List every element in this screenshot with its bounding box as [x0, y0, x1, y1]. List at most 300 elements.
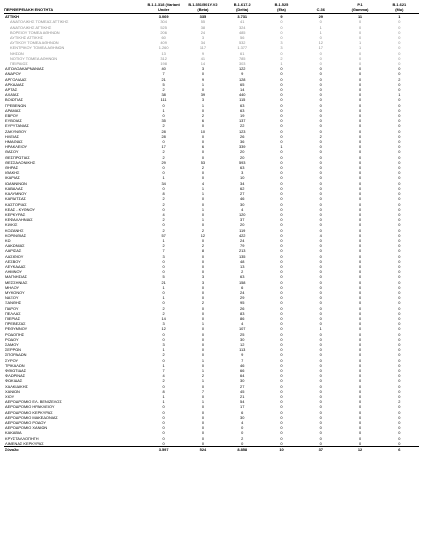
count-cell: 0 [280, 76, 283, 82]
count-cell: 0 [280, 357, 283, 363]
count-cell: 0 [201, 196, 204, 202]
count-cell: 1 [319, 24, 322, 30]
count-cell: 3 [241, 170, 244, 176]
region-name-cell: ΑΕΡΟΔΡΟΜΙΟ ΚΕΡΚΥΡΑΣ [5, 409, 53, 415]
region-name-cell: ΚΟΡΙΝΘΙΑΣ [5, 232, 27, 238]
count-cell: 0 [358, 133, 362, 139]
region-name-cell: ΚΕΡΚΥΡΑΣ [5, 211, 26, 217]
count-cell: 10 [200, 128, 206, 134]
count-cell: 0 [319, 315, 322, 321]
count-cell: 0 [398, 404, 401, 410]
count-cell: 0 [358, 321, 362, 327]
count-cell: 0 [280, 420, 283, 426]
region-name-cell: ΚΑΚΑΒΙΑ [5, 430, 22, 436]
count-cell: 0 [162, 357, 165, 363]
count-cell: 0 [398, 149, 401, 155]
region-name-cell: ΗΡΑΚΛΕΙΟΥ [5, 144, 28, 150]
count-cell: 0 [358, 243, 362, 249]
column-header-variant [380, 3, 419, 14]
region-name-cell: Σύνολο [4, 447, 144, 453]
count-cell: 95 [240, 300, 245, 306]
count-cell: 0 [358, 222, 362, 228]
region-name-cell: ΦΛΩΡΙΝΑΣ [5, 373, 26, 379]
count-cell: 0 [162, 425, 165, 431]
column-header-line2: (Mu) [395, 6, 404, 12]
count-cell: 0 [280, 206, 283, 212]
count-cell: 0 [358, 289, 362, 295]
count-cell: 0 [398, 180, 401, 186]
count-cell: 0 [398, 331, 401, 337]
count-cell: 1 [398, 92, 401, 98]
count-cell: 0 [398, 201, 401, 207]
count-cell: 14 [200, 61, 206, 67]
count-cell: 0 [398, 305, 401, 311]
count-cell: 0 [358, 81, 362, 87]
count-cell: 1 [319, 326, 322, 332]
count-cell: 0 [280, 253, 283, 259]
count-cell: 2 [241, 269, 244, 275]
count-cell: 0 [201, 107, 204, 113]
count-cell: 0 [398, 19, 401, 25]
region-name-cell: ΚΕΝΤΡΙΚΟΥ ΤΟΜΕΑ ΑΘΗΝΩΝ [10, 45, 65, 51]
count-cell: 0 [162, 331, 165, 337]
count-cell: 63 [240, 102, 245, 108]
region-name-cell: ΑΕΡΟΔΡΟΜΙΟ ΗΡΑΚΛΕΙΟΥ [5, 404, 55, 410]
count-cell: 7 [162, 368, 165, 373]
count-cell: 0 [319, 284, 322, 290]
count-cell: 0 [358, 113, 362, 119]
count-cell: 0 [319, 388, 322, 394]
region-name-cell: ΛΕΥΚΑΔΑΣ [5, 263, 26, 269]
count-cell: 7 [162, 248, 165, 254]
count-cell: 1.377 [237, 45, 248, 51]
region-name-cell: ΚΡΥΣΤΑΛΛΟΠΗΓΗ [5, 435, 39, 441]
count-cell: 0 [398, 55, 401, 61]
region-name-cell: ΚΩ [5, 237, 11, 243]
table-body [4, 14, 419, 453]
count-cell: 117 [199, 45, 207, 51]
count-cell: 8.858 [223, 447, 262, 453]
count-cell: 39 [200, 92, 206, 98]
count-cell: 0 [398, 61, 401, 67]
count-cell: 0 [398, 357, 401, 363]
count-cell: 0 [398, 237, 401, 243]
count-cell: 0 [201, 440, 204, 446]
count-cell: 0 [280, 341, 283, 347]
count-cell: 0 [319, 185, 322, 191]
count-cell: 30 [240, 201, 245, 207]
region-name-cell: ΛΙΜΕΝΑΣ ΚΕΡΚΥΡΑΣ [5, 440, 44, 446]
column-header-variant [183, 3, 222, 14]
count-cell: 30 [240, 378, 245, 384]
count-cell: 0 [358, 29, 362, 35]
count-cell: 0 [280, 284, 283, 290]
count-cell: 0 [398, 414, 401, 420]
count-cell: 0 [319, 378, 322, 384]
count-cell: 0 [201, 352, 204, 358]
count-cell: 0 [358, 420, 362, 426]
count-cell: 9 [201, 76, 204, 82]
count-cell: 9 [241, 352, 244, 358]
region-name-cell: ΒΟΡΕΙΟΥ ΤΟΜΕΑ ΑΘΗΝΩΝ [10, 29, 60, 35]
count-cell: 1 [201, 185, 204, 191]
count-cell: 0 [280, 425, 283, 431]
count-cell: 62 [240, 185, 245, 191]
count-cell: 0 [319, 118, 322, 124]
region-name-cell: ΦΩΚΙΔΑΣ [5, 378, 23, 384]
count-cell: 0 [398, 289, 401, 295]
region-name-cell: ΝΑΞΟΥ [5, 295, 19, 301]
count-cell: 1 [358, 40, 362, 46]
count-cell: 0 [358, 274, 362, 280]
count-cell: 0 [201, 175, 204, 181]
count-cell: 0 [358, 76, 362, 82]
count-cell: 335 [199, 14, 207, 20]
region-name-cell: ΦΘΙΩΤΙΔΑΣ [5, 368, 27, 373]
count-cell: 2 [162, 310, 165, 316]
count-cell: 0 [280, 404, 283, 410]
count-cell: 0 [319, 430, 322, 436]
count-cell: 3.069 [158, 14, 169, 20]
count-cell: 0 [398, 440, 401, 446]
count-cell: 3 [201, 274, 204, 280]
count-cell: 0 [358, 362, 362, 368]
count-cell: 0 [319, 50, 322, 56]
count-cell: 0 [319, 425, 322, 431]
count-cell: 0 [280, 269, 283, 275]
count-cell: 8 [162, 388, 165, 394]
count-cell: 0 [358, 196, 362, 202]
count-cell: 304 [160, 19, 167, 25]
count-cell: 0 [201, 383, 204, 389]
count-cell: 0 [319, 113, 322, 119]
region-name-cell: ΞΑΝΘΗΣ [5, 300, 22, 306]
count-cell: 0 [398, 394, 401, 400]
count-cell: 12 [161, 326, 166, 332]
count-cell: 785 [238, 55, 246, 61]
region-name-cell: ΑΡΓΟΛΙΔΑΣ [5, 76, 27, 82]
count-cell: 312 [160, 55, 167, 61]
count-cell: 0 [319, 227, 322, 233]
count-cell: 26 [240, 305, 245, 311]
count-cell: 0 [358, 35, 362, 40]
count-cell: 0 [280, 133, 283, 139]
count-cell: 0 [201, 326, 204, 332]
column-header-line1: ΠΕΡΙΦΕΡΕΙΑΚΗ ΕΝΟΤΗΤΑ [4, 6, 54, 12]
count-cell: 0 [319, 352, 322, 358]
region-name-cell: ΜΗΛΟΥ [5, 284, 20, 290]
count-cell: 0 [280, 289, 283, 295]
region-name-cell: ΧΑΛΚΙΔΙΚΗΣ [5, 383, 28, 389]
region-name-cell: ΛΗΜΝΟΥ [5, 269, 22, 275]
count-cell: 30 [240, 414, 245, 420]
count-cell: 0 [201, 139, 204, 145]
count-cell: 2 [162, 378, 165, 384]
count-cell: 0 [398, 40, 401, 46]
count-cell: 0 [398, 253, 401, 259]
region-name-cell: ΡΕΘΥΜΝΟΥ [5, 326, 28, 332]
region-name-cell: ΑΕΡΟΔΡΟΜΙΟ ΡΟΔΟΥ [5, 420, 46, 426]
count-cell: 61 [240, 50, 245, 56]
count-cell: 0 [398, 420, 401, 426]
count-cell: 0 [398, 321, 401, 327]
count-cell: 0 [398, 170, 401, 176]
count-cell: 0 [280, 211, 283, 217]
count-cell: 6 [241, 409, 244, 415]
count-cell: 0 [280, 388, 283, 394]
count-cell: 0 [319, 274, 322, 280]
count-cell: 2 [319, 133, 322, 139]
count-cell: 0 [280, 149, 283, 155]
region-name-cell: ΚΙΛΚΙΣ [5, 222, 18, 228]
count-cell: 0 [358, 50, 362, 56]
count-cell: 1 [280, 144, 283, 150]
count-cell: 0 [398, 35, 401, 40]
count-cell: 2 [162, 227, 165, 233]
count-cell: 0 [201, 222, 204, 228]
count-cell: 3 [201, 66, 204, 72]
count-cell: 2 [162, 305, 165, 311]
count-cell: 0 [398, 352, 401, 358]
count-cell: 2 [241, 435, 244, 441]
count-cell: 2 [162, 123, 165, 129]
region-name-cell: ΑΝΑΤΟΛΙΚΗΣ ΑΤΤΙΚΗΣ [10, 24, 52, 30]
count-cell: 7 [162, 71, 165, 77]
count-cell: 213 [238, 248, 246, 254]
count-cell: 0 [280, 237, 283, 243]
count-cell: 0 [319, 71, 322, 77]
count-cell: 0 [319, 263, 322, 269]
count-cell: 0 [358, 253, 362, 259]
count-cell: 0 [358, 383, 362, 389]
count-cell: 11 [357, 14, 363, 20]
count-cell: 0 [358, 227, 362, 233]
count-cell: 137 [238, 118, 246, 124]
count-cell: 1 [162, 347, 165, 353]
count-cell: 0 [358, 61, 362, 67]
count-cell: 0 [162, 336, 165, 342]
count-cell: 4 [162, 211, 165, 217]
count-cell: 3 [201, 279, 204, 285]
count-cell: 1 [201, 357, 204, 363]
region-name-cell: ΘΑΣΟΥ [5, 149, 19, 155]
count-cell: 0 [319, 159, 322, 165]
count-cell: 0 [319, 144, 322, 150]
count-cell: 2 [280, 55, 283, 61]
region-name-cell: ΑΕΡΟΔΡΟΜΙΟ ΕΛ. ΒΕΝΙΖΕΛΟΣ [5, 399, 62, 405]
count-cell: 0 [319, 123, 322, 129]
count-cell: 12 [240, 341, 245, 347]
count-cell: 0 [319, 336, 322, 342]
count-cell: 1 [162, 394, 165, 400]
count-cell: 1 [201, 191, 204, 197]
count-cell: 48 [240, 258, 245, 264]
count-cell: 1 [162, 399, 165, 405]
region-name-cell: ΑΙΤΩΛΟΑΚΑΡΝΑΝΙΑΣ [5, 66, 45, 72]
region-name-cell: ΜΕΣΣΗΝΙΑΣ [5, 279, 28, 285]
count-cell: 54 [240, 399, 245, 405]
column-header-variant [223, 3, 262, 14]
count-cell: 0 [162, 170, 165, 176]
count-cell: 1 [319, 29, 322, 35]
count-cell: 2 [162, 196, 165, 202]
count-cell: 0 [358, 201, 362, 207]
column-header-variant [340, 3, 379, 14]
count-cell: 0 [201, 404, 204, 410]
region-name-cell: ΣΑΜΟΥ [5, 341, 19, 347]
count-cell: 17 [161, 144, 166, 150]
count-cell: 0 [280, 394, 283, 400]
count-cell: 0 [201, 253, 204, 259]
region-name-cell: ΑΕΡΟΔΡΟΜΙΟ ΜΑΚΕΔΟΝΙΑΣ [5, 414, 58, 420]
count-cell: 198 [160, 61, 167, 67]
region-name-cell: ΣΕΡΡΩΝ [5, 347, 21, 353]
count-cell: 21 [161, 76, 166, 82]
count-cell: 0 [319, 128, 322, 134]
count-cell: 0 [241, 440, 244, 446]
count-cell: 0 [319, 175, 322, 181]
count-cell: 0 [358, 139, 362, 145]
column-header-line1: B.1.621 [392, 3, 407, 7]
count-cell: 27 [240, 191, 245, 197]
count-cell: 0 [319, 66, 322, 72]
count-cell: 0 [398, 336, 401, 342]
count-cell: 0 [398, 409, 401, 415]
region-name-cell: ΑΕΡΟΔΡΟΜΙΟ ΧΑΝΙΩΝ [5, 425, 48, 431]
count-cell: 0 [358, 165, 362, 171]
count-cell: 0 [319, 55, 322, 61]
count-cell: 0 [280, 118, 283, 124]
count-cell: 0 [162, 206, 165, 212]
count-cell: 0 [280, 435, 283, 441]
count-cell: 0 [358, 440, 362, 446]
count-cell: 1 [201, 206, 204, 212]
count-cell: 0 [162, 383, 165, 389]
count-cell: 6 [241, 284, 244, 290]
count-cell: 8 [162, 191, 165, 197]
count-cell: 0 [358, 180, 362, 186]
table-header-row [4, 3, 419, 14]
count-cell: 83 [240, 310, 245, 316]
count-cell: 1.260 [158, 45, 169, 51]
count-cell: 0 [398, 159, 401, 165]
count-cell: 17 [318, 45, 323, 51]
count-cell: 3 [201, 97, 204, 103]
count-cell: 64 [240, 373, 245, 379]
region-name-cell: ΚΑΒΑΛΑΣ [5, 185, 23, 191]
count-cell: 0 [162, 289, 165, 295]
count-cell: 0 [319, 222, 322, 228]
count-cell: 0 [358, 425, 362, 431]
count-cell: 2 [201, 165, 204, 171]
region-name-cell: ΣΥΡΟΥ [5, 357, 19, 363]
region-name-cell: ΡΟΔΟΥ [5, 336, 19, 342]
count-cell: 0 [358, 123, 362, 129]
count-cell: 0 [319, 165, 322, 171]
column-header-variant [262, 3, 301, 14]
count-cell: 0 [162, 165, 165, 171]
count-cell: 0 [398, 430, 401, 436]
count-cell: 0 [319, 435, 322, 441]
count-cell: 525 [160, 24, 167, 30]
region-name-cell: ΑΧΑΪΑΣ [5, 92, 19, 98]
count-cell: 339 [238, 144, 246, 150]
count-cell: 3.731 [237, 14, 248, 20]
count-cell: 123 [238, 128, 246, 134]
count-cell: 0 [319, 76, 322, 82]
count-cell: 4 [162, 373, 165, 379]
column-header-region [4, 3, 144, 14]
count-cell: 0 [319, 347, 322, 353]
count-cell: 1 [201, 321, 204, 327]
count-cell: 1 [162, 237, 165, 243]
count-cell: 0 [358, 107, 362, 113]
region-name-cell: ΠΑΡΟΥ [5, 305, 19, 311]
count-cell: 0 [398, 144, 401, 150]
count-cell: 2 [162, 217, 165, 223]
count-cell: 0 [280, 50, 283, 56]
count-cell: 46 [240, 362, 245, 368]
count-cell: 2 [201, 373, 204, 379]
count-cell: 9 [201, 50, 204, 56]
column-header-line1: B.1.525 [274, 3, 289, 7]
count-cell: 24 [240, 289, 245, 295]
count-cell: 1 [162, 284, 165, 290]
count-cell: 0 [398, 315, 401, 321]
variants-table [4, 3, 419, 452]
count-cell: 0 [398, 206, 401, 212]
count-cell: 1 [201, 368, 204, 373]
count-cell: 0 [358, 159, 362, 165]
region-name-cell: ΚΟΖΑΝΗΣ [5, 227, 24, 233]
count-cell: 53 [200, 159, 206, 165]
count-cell: 0 [280, 97, 283, 103]
count-cell: 0 [358, 435, 362, 441]
region-name-cell: ΗΜΑΘΙΑΣ [5, 139, 23, 145]
region-name-cell: ΚΕΑΣ - ΚΥΘΝΟΥ [5, 206, 35, 212]
region-name-cell: ΠΙΕΡΙΑΣ [5, 315, 21, 321]
count-cell: 0 [241, 425, 244, 431]
count-cell: 63 [240, 165, 245, 171]
region-name-cell: ΑΡΤΑΣ [5, 87, 18, 93]
count-cell: 0 [319, 237, 322, 243]
count-cell: 0 [280, 352, 283, 358]
count-cell: 9 [241, 71, 244, 77]
count-cell: 0 [280, 159, 283, 165]
count-cell: 2 [398, 76, 401, 82]
count-cell: 206 [160, 29, 167, 35]
count-cell: 0 [280, 305, 283, 311]
count-cell: 0 [398, 123, 401, 129]
count-cell: 0 [358, 237, 362, 243]
count-cell: 0 [398, 185, 401, 191]
count-cell: 0 [319, 191, 322, 197]
count-cell: 0 [201, 420, 204, 426]
count-cell: 63 [240, 107, 245, 113]
column-header-line2: Under [158, 6, 170, 12]
count-cell: 20 [240, 222, 245, 228]
count-cell: 0 [280, 87, 283, 93]
count-cell: 2 [162, 243, 165, 249]
count-cell: 0 [162, 222, 165, 228]
count-cell: 19 [240, 113, 245, 119]
count-cell: 0 [319, 243, 322, 249]
count-cell: 0 [280, 92, 283, 98]
count-cell: 0 [398, 362, 401, 368]
count-cell: 0 [280, 315, 283, 321]
region-name-cell: ΧΑΝΙΩΝ [5, 388, 20, 394]
count-cell: 0 [358, 191, 362, 197]
